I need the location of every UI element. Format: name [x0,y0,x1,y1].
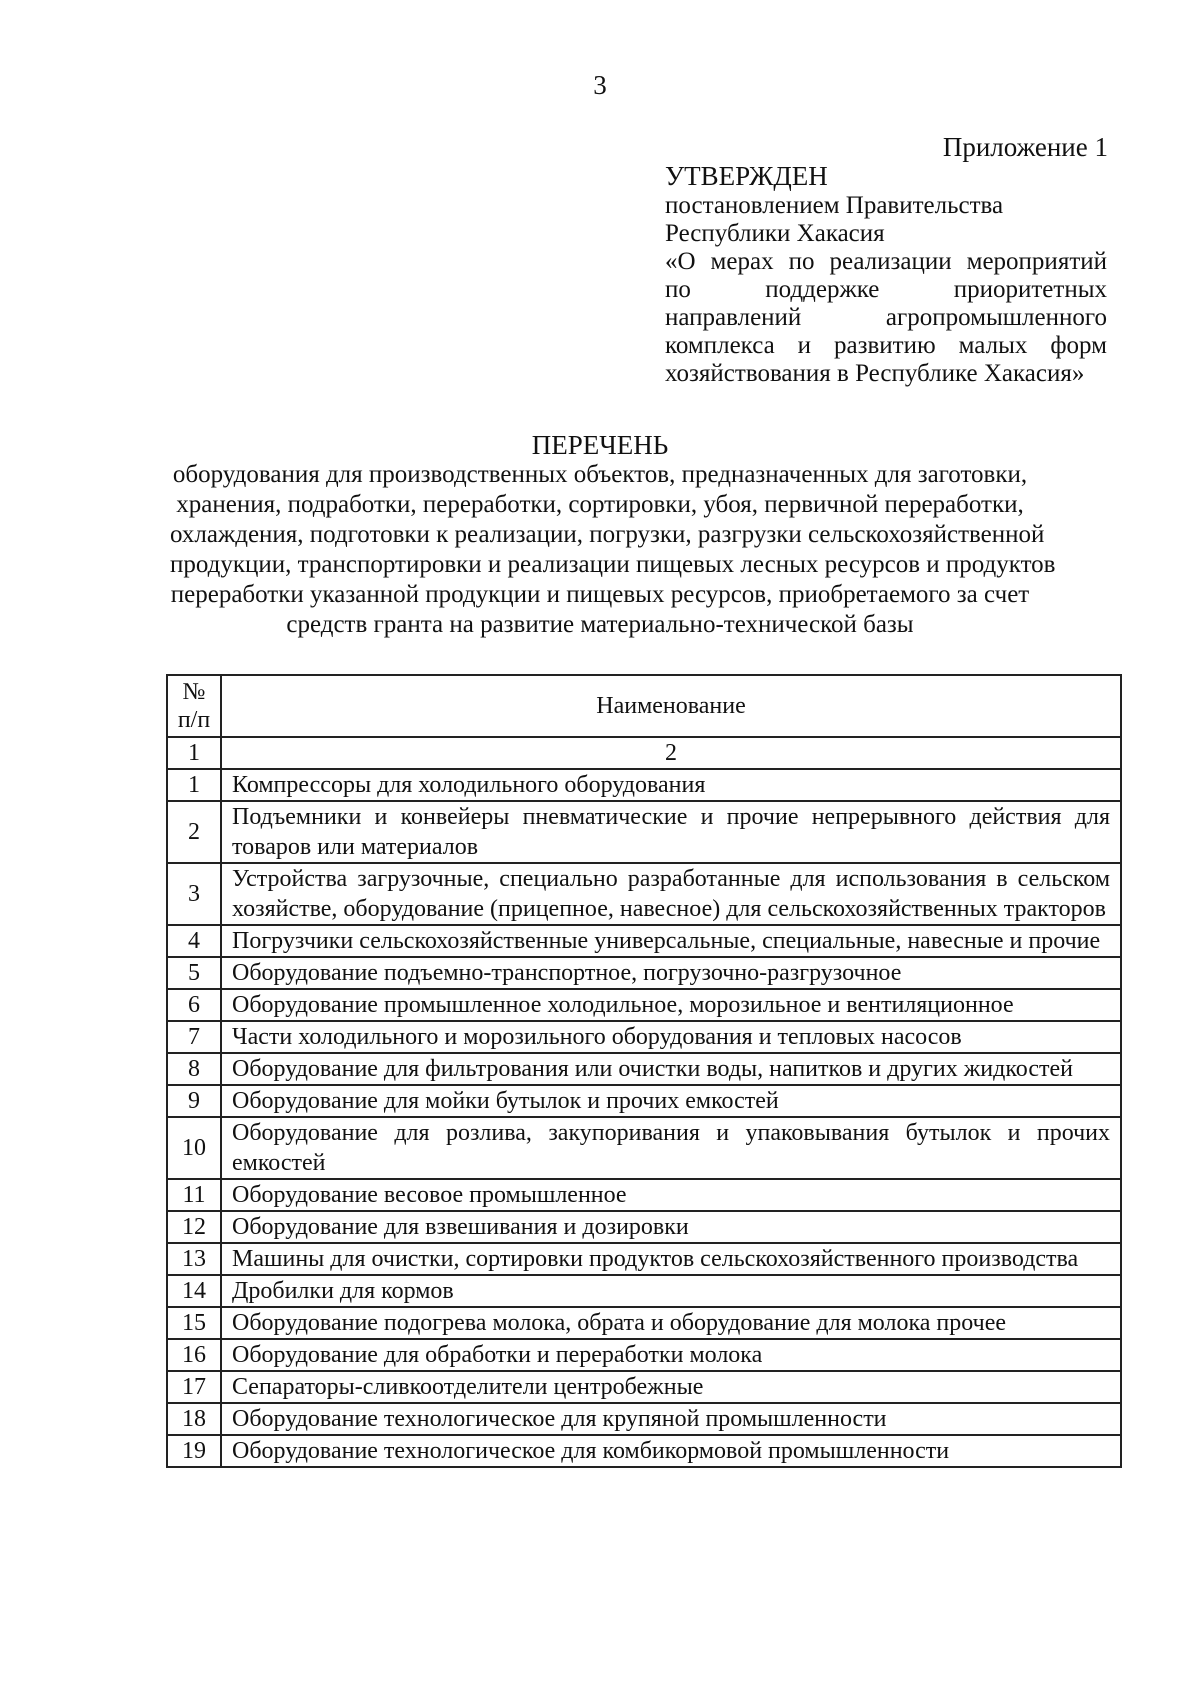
approval-line: направлений агропромышленного [665,304,1107,331]
row-name: Оборудование подъемно-транспортное, погрузочно-разгрузочное [221,957,1121,989]
row-number: 9 [167,1085,221,1117]
subtitle-line: переработки указанной продукции и пищевых ресурсов, приобретаемого за счет [170,581,1030,608]
row-number: 3 [167,863,221,925]
table-row [167,1053,1121,1085]
row-name: Оборудование промышленное холодильное, морозильное и вентиляционное [221,989,1121,1021]
approval-line: Республики Хакасия [665,220,885,247]
row-number: 13 [167,1243,221,1275]
row-number: 4 [167,925,221,957]
row-name: Компрессоры для холодильного оборудования [221,769,1121,801]
row-number: 17 [167,1371,221,1403]
table-row [167,1403,1121,1435]
row-name: Подъемники и конвейеры пневматические и прочие непрерывного действия для товаров или материалов [221,801,1121,863]
document-subtitle [170,460,1056,640]
row-number: 7 [167,1021,221,1053]
table-row [167,1371,1121,1403]
page-number: 3 [593,70,607,100]
approval-heading: УТВЕРЖДЕН [665,161,828,191]
header-num: № п/п [167,675,221,737]
equipment-table [166,674,1122,1468]
subtitle-line: продукции, транспортировки и реализации пищевых лесных ресурсов и продуктов [170,551,1056,578]
table-row [167,1243,1121,1275]
table-row [167,1211,1121,1243]
subtitle-line: средств гранта на развитие материально-технической базы [286,611,914,638]
appendix-label: Приложение 1 [942,132,1108,162]
approval-block [665,160,1107,388]
row-name: Оборудование подогрева молока, обрата и оборудование для молока прочее [221,1307,1121,1339]
row-name: Машины для очистки, сортировки продуктов сельскохозяйственного производства [221,1243,1121,1275]
approval-line: «О мерах по реализации мероприятий [665,248,1107,275]
row-number: 16 [167,1339,221,1371]
subtitle-line: охлаждения, подготовки к реализации, погрузки, разгрузки сельскохозяйственной [170,521,1045,548]
row-name: Погрузчики сельскохозяйственные универсальные, специальные, навесные и прочие [221,925,1121,957]
table-header-row [167,675,1121,737]
row-number: 11 [167,1179,221,1211]
row-name: Оборудование весовое промышленное [221,1179,1121,1211]
row-name: Дробилки для кормов [221,1275,1121,1307]
subtitle-line: хранения, подработки, переработки, сортировки, убоя, первичной переработки, [176,491,1024,518]
row-number: 14 [167,1275,221,1307]
row-name: Оборудование для розлива, закупоривания и упаковывания бутылок и прочих емкостей [221,1117,1121,1179]
column-number-row [167,737,1121,769]
row-number: 2 [167,801,221,863]
row-number: 12 [167,1211,221,1243]
approval-line: хозяйствования в Республике Хакасия» [665,360,1085,387]
table-row [167,801,1121,863]
column-number: 1 [167,737,221,769]
row-name: Устройства загрузочные, специально разработанные для использования в сельском хозяйстве, оборудование (прицепное, навесное) для сельскохозяйственных тракторов [221,863,1121,925]
table-row [167,1179,1121,1211]
approval-line: постановлением Правительства [665,192,1004,219]
row-name: Оборудование технологическое для комбикормовой промышленности [221,1435,1121,1467]
table-row [167,1085,1121,1117]
table-row [167,957,1121,989]
row-name: Сепараторы-сливкоотделители центробежные [221,1371,1121,1403]
column-number: 2 [221,737,1121,769]
row-number: 1 [167,769,221,801]
table-row [167,989,1121,1021]
row-name: Оборудование для фильтрования или очистки воды, напитков и других жидкостей [221,1053,1121,1085]
table-row [167,1339,1121,1371]
table-row [167,1021,1121,1053]
row-name: Оборудование для обработки и переработки молока [221,1339,1121,1371]
table-row [167,769,1121,801]
row-number: 19 [167,1435,221,1467]
table-row [167,1117,1121,1179]
row-name: Оборудование для мойки бутылок и прочих емкостей [221,1085,1121,1117]
approval-line: по поддержке приоритетных [665,276,1107,303]
row-number: 15 [167,1307,221,1339]
row-number: 10 [167,1117,221,1179]
row-number: 6 [167,989,221,1021]
row-name: Оборудование технологическое для крупяной промышленности [221,1403,1121,1435]
row-number: 18 [167,1403,221,1435]
row-name: Оборудование для взвешивания и дозировки [221,1211,1121,1243]
header-name: Наименование [221,675,1121,737]
row-number: 5 [167,957,221,989]
table-row [167,925,1121,957]
subtitle-line: оборудования для производственных объектов, предназначенных для заготовки, [172,461,1028,488]
table-row [167,863,1121,925]
table-row [167,1307,1121,1339]
approval-line: комплекса и развитию малых форм [665,332,1107,359]
document-title: ПЕРЕЧЕНЬ [531,430,669,460]
table-row [167,1435,1121,1467]
row-name: Части холодильного и морозильного оборудования и тепловых насосов [221,1021,1121,1053]
table-row [167,1275,1121,1307]
row-number: 8 [167,1053,221,1085]
